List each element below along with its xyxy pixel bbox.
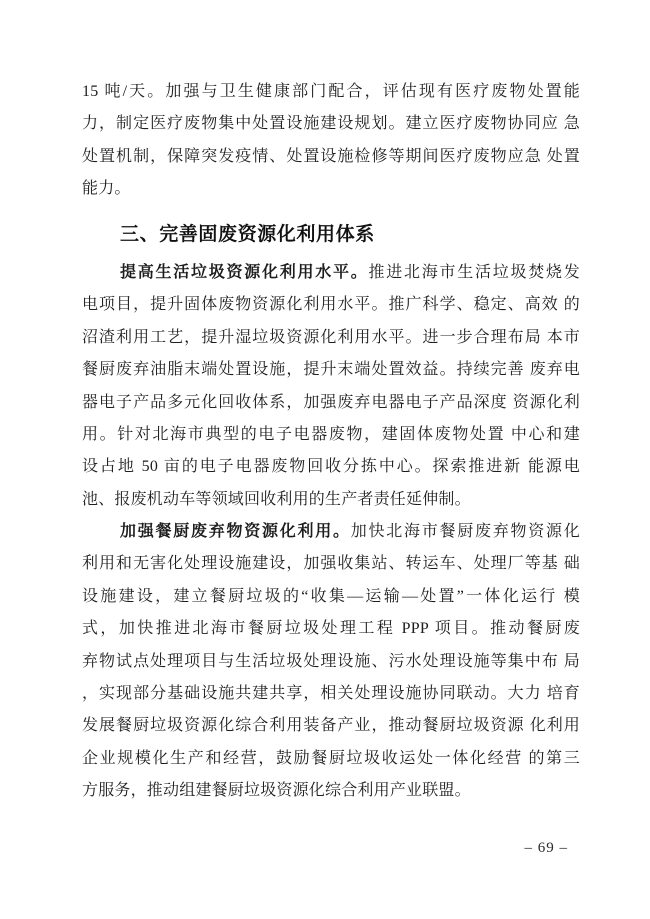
paragraph-medical-waste bbox=[82, 76, 580, 206]
text-line: 用。针对北海市典型的电子电器废物，建固体废物处置 中心和建 bbox=[82, 425, 580, 443]
paragraph-household-waste bbox=[82, 257, 580, 516]
text-line: 力，制定医疗废物集中处置设施建设规划。建立医疗废物协同应 急 bbox=[82, 115, 580, 133]
text-line: 处置机制，保障突发疫情、处置设施检修等期间医疗废物应急 处置 bbox=[82, 147, 580, 165]
text-line: 利用和无害化处理设施建设，加强收集站、转运车、处理厂等基 础 bbox=[82, 555, 580, 573]
text-line: 15 吨/天。加强与卫生健康部门配合，评估现有医疗废物处置能 bbox=[82, 83, 580, 100]
text-line: 沼渣利用工艺，提升湿垃圾资源化利用水平。进一步合理布局 本市 bbox=[82, 328, 580, 346]
text-line: 餐厨废弃油脂末端处置设施，提升末端处置效益。持续完善 废弃电 bbox=[82, 361, 580, 379]
text-line: 发展餐厨垃圾资源化综合利用装备产业，推动餐厨垃圾资源 化利用 bbox=[82, 717, 580, 735]
paragraph-lead-bold: 提高生活垃圾资源化利用水平。 bbox=[120, 263, 369, 281]
text-line: 器电子产品多元化回收体系，加强废弃电器电子产品深度 资源化利 bbox=[82, 393, 580, 411]
text-line: 设施建设，建立餐厨垃圾的“收集—运输—处置”一体化运行 模 bbox=[82, 587, 580, 605]
paragraph-lead-rest: 加快北海市餐厨废弃物资源化 bbox=[350, 523, 580, 541]
text-line: 弃物试点处理项目与生活垃圾处理设施、污水处理设施等集中布 局 bbox=[82, 652, 580, 670]
text-line: 能力。 bbox=[82, 180, 131, 198]
section-heading: 三、完善固废资源化利用体系 bbox=[120, 223, 375, 245]
text-line: 电项目，提升固体废物资源化利用水平。推广科学、稳定、高效 的 bbox=[82, 296, 580, 314]
text-line: 方服务，推动组建餐厨垃圾资源化综合利用产业联盟。 bbox=[82, 782, 471, 800]
paragraph-lead-rest: 推进北海市生活垃圾焚烧发 bbox=[368, 263, 580, 281]
text-line: 池、报废机动车等领域回收利用的生产者责任延伸制。 bbox=[82, 490, 471, 508]
text-line: 企业规模化生产和经营，鼓励餐厨垃圾收运处一体化经营 的第三 bbox=[82, 749, 580, 767]
text-line: 设占地 50 亩的电子电器废物回收分拣中心。探索推进新 能源电 bbox=[82, 458, 580, 476]
paragraph-kitchen-waste bbox=[82, 516, 580, 808]
paragraph-lead-bold: 加强餐厨废弃物资源化利用。 bbox=[120, 523, 351, 541]
text-line bbox=[82, 257, 580, 289]
document-content bbox=[82, 76, 580, 808]
text-line bbox=[82, 516, 580, 548]
page-number: – 69 – bbox=[524, 840, 568, 856]
text-line: ，实现部分基础设施共建共享，相关处理设施协同联动。大力 培育 bbox=[82, 685, 580, 703]
text-line: 式，加快推进北海市餐厨垃圾处理工程 PPP 项目。推动餐厨废 bbox=[82, 620, 580, 638]
